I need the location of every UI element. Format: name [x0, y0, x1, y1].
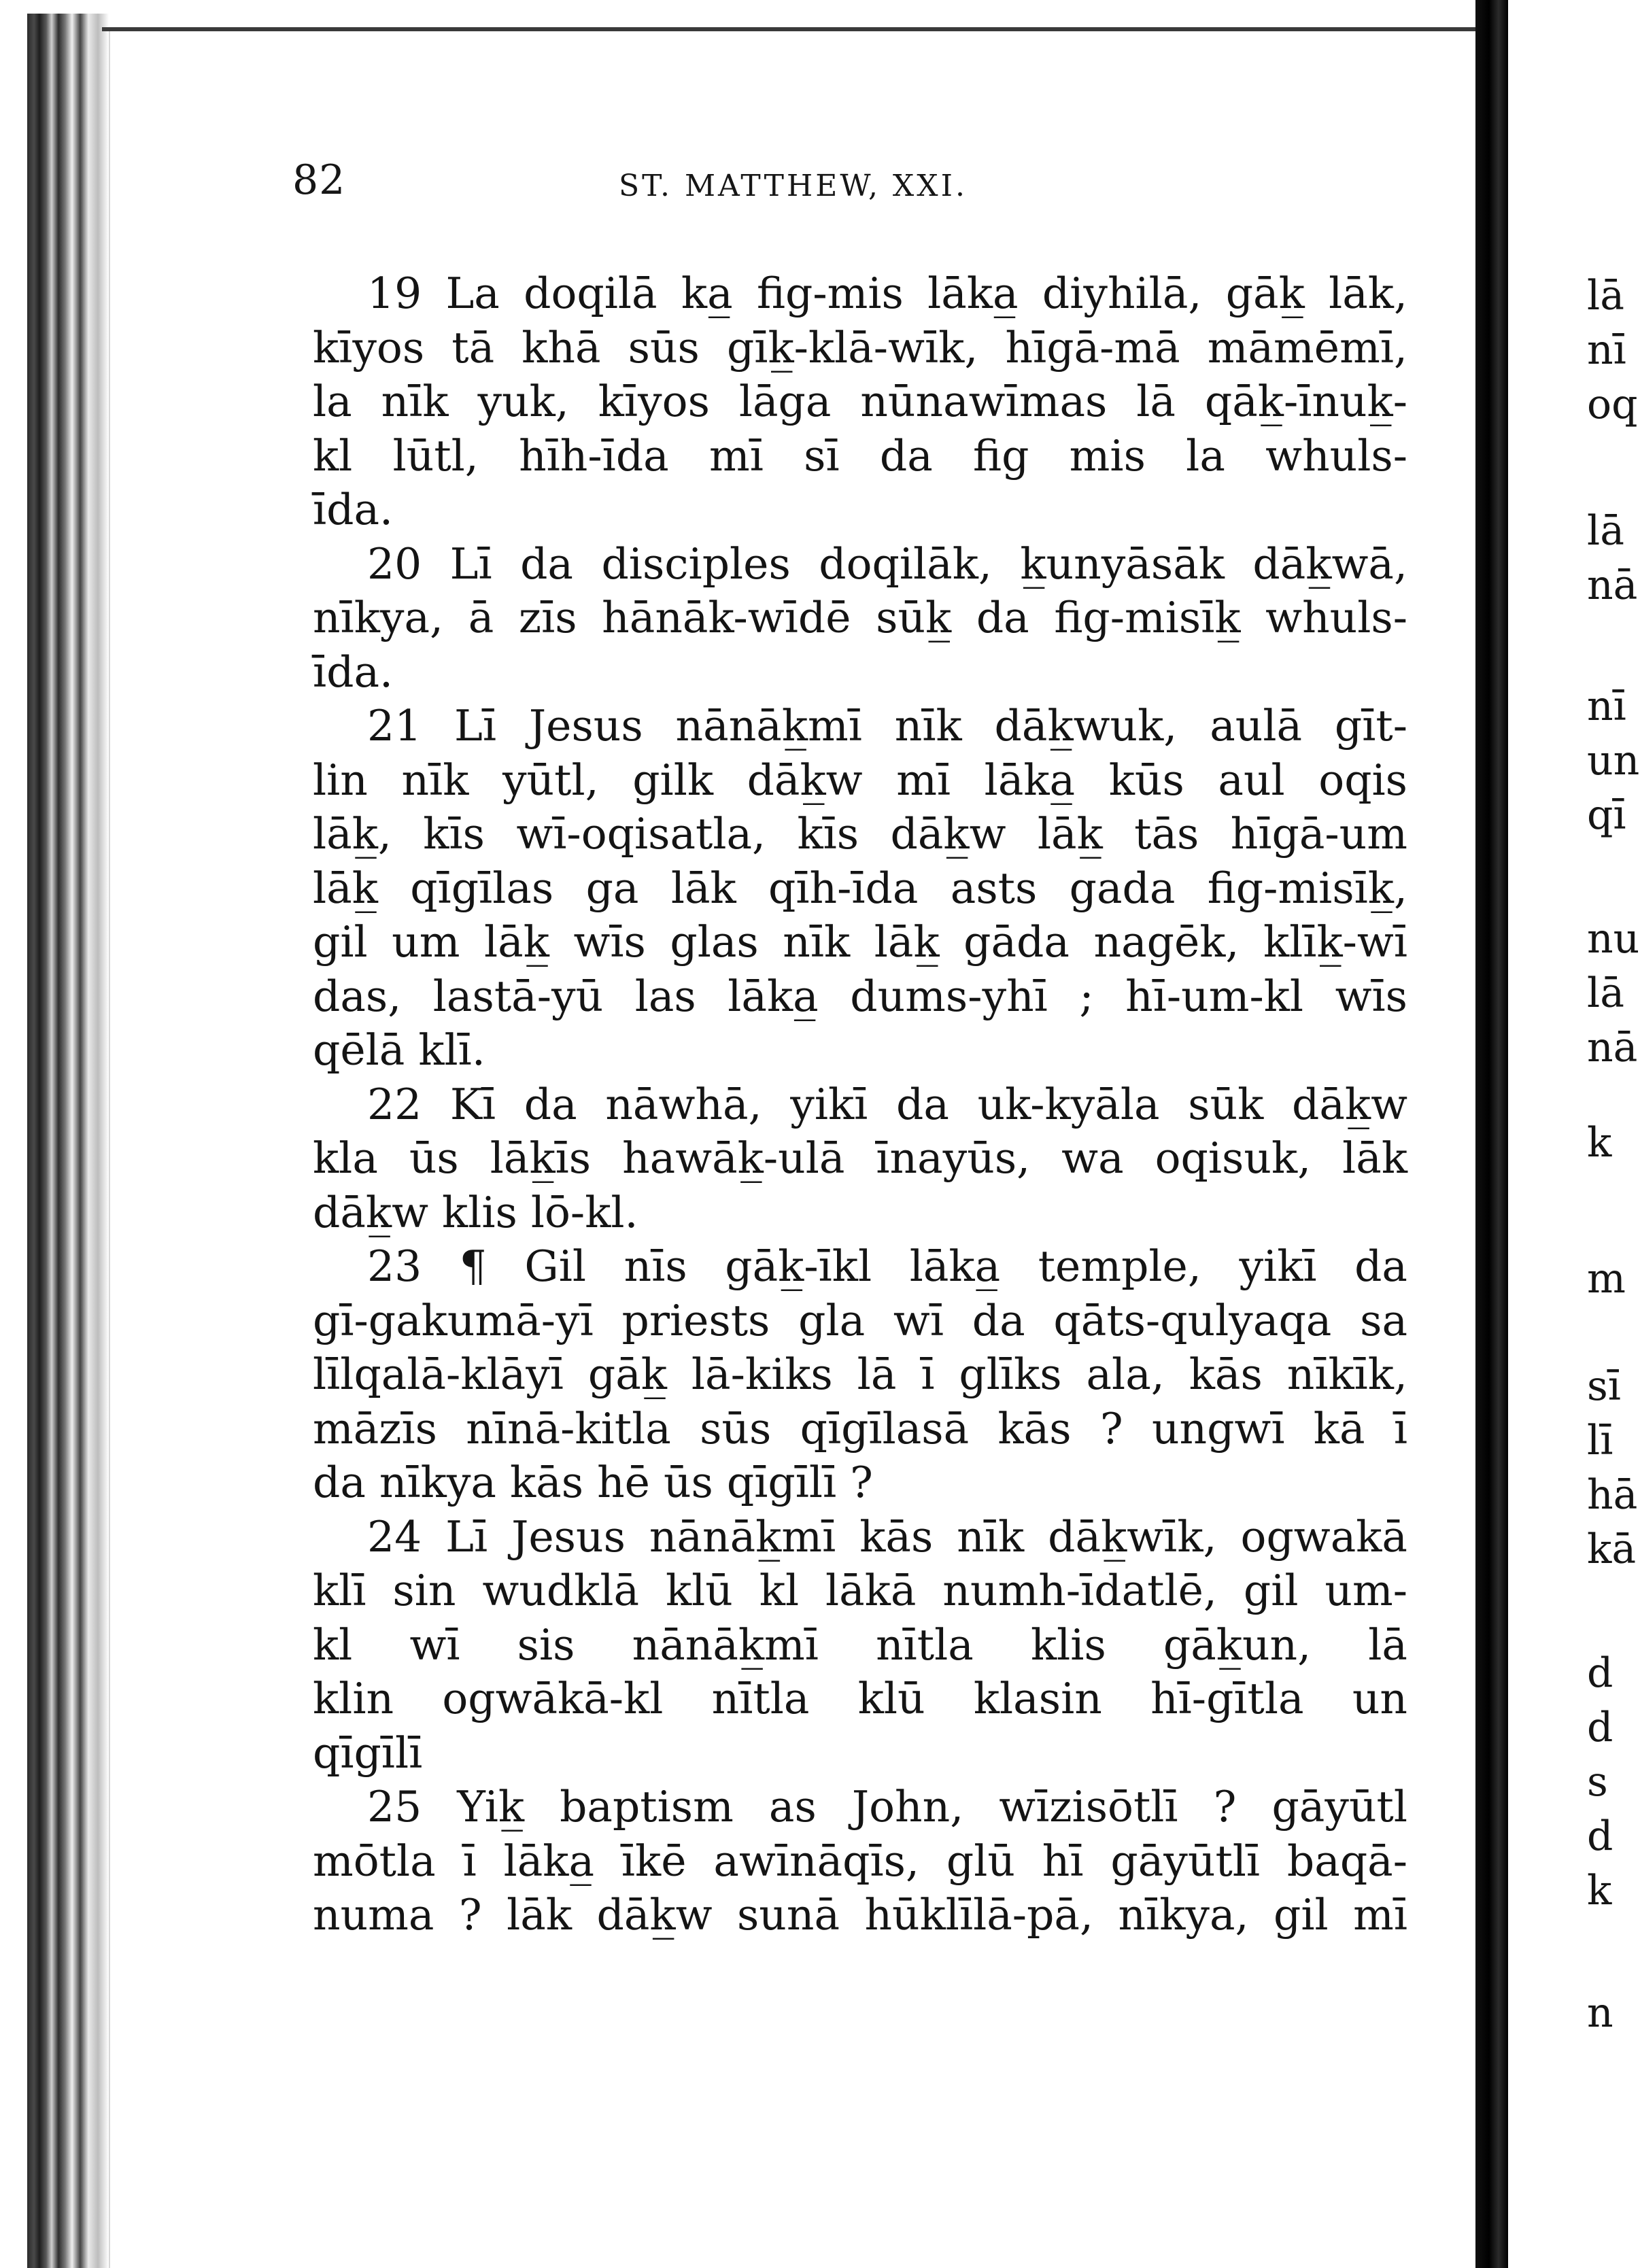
text-line: kla ūs lāk̲īs hawāk̲-ulā īnayūs, wa oqisuk, lāk — [313, 1133, 1407, 1183]
facing-page-fragment: lā — [1587, 272, 1624, 320]
facing-page-fragment: lā — [1587, 507, 1624, 555]
scan-border — [0, 0, 1640, 27]
running-title: ST. MATTHEW, XXI. — [619, 169, 968, 203]
text-line: la nīk yuk, kīyos lāga nūnawīmas lā qāk̲-īnuk̲- — [313, 377, 1407, 426]
text-line: 23 ¶ Gil nīs gāk̲-īkl lāka̲ temple, yikī da — [367, 1241, 1407, 1291]
text-line: klin ogwākā-kl nītla klū klasin hī-gītla un — [313, 1674, 1407, 1723]
facing-page-fragment: s — [1587, 1758, 1608, 1806]
text-line: māzīs nīnā-kitla sūs qīgīlasā kās ? ungwī kā ī — [313, 1403, 1407, 1454]
facing-page — [1508, 31, 1640, 2268]
text-line: īda. — [313, 647, 394, 697]
text-line: 22 Kī da nāwhā, yikī da uk-kyāla sūk dāk̲w — [367, 1079, 1407, 1129]
facing-page-fragment: oq — [1587, 381, 1638, 428]
text-line: numa ? lāk dāk̲w sunā hūklīlā-pā, nīkya, gil mī — [313, 1890, 1407, 1940]
text-line: īda. — [313, 485, 394, 534]
facing-page-fragment: m — [1587, 1255, 1626, 1303]
facing-page-fragment: sī — [1587, 1362, 1621, 1410]
text-line: lāk̲ qīgīlas ga lāk qīh-īda asts gada fig-misīk̲, — [313, 863, 1407, 913]
facing-page-fragment: lā — [1587, 969, 1624, 1017]
text-line: qīgīlī — [313, 1728, 423, 1778]
facing-page-fragment: lī — [1587, 1417, 1613, 1464]
text-line: lin nīk yūtl, gilk dāk̲w mī lāka̲ kūs aul oqis — [313, 755, 1407, 805]
text-line: qēlā klī. — [313, 1025, 485, 1075]
text-line: kl wī sis nānāk̲mī nītla klis gāk̲un, lā — [313, 1619, 1407, 1670]
page-header — [292, 156, 1407, 211]
facing-page-fragment: nī — [1587, 326, 1626, 374]
facing-page-fragment: nu — [1587, 915, 1640, 963]
facing-page-fragment: nā — [1587, 1024, 1638, 1071]
scripture-text — [313, 267, 1407, 1942]
facing-page-fragment: k — [1587, 1119, 1612, 1167]
facing-page-fragment: d — [1587, 1704, 1613, 1751]
text-line: das, lastā-yū las lāka̲ dums-yhī ; hī-um-kl wīs — [313, 971, 1407, 1021]
facing-page-fragment: nā — [1587, 562, 1638, 609]
text-line: gī-gakumā-yī priests gla wī da qāts-qulyaqa sa — [313, 1295, 1407, 1345]
text-line: klī sin wudklā klū kl lākā numh-īdatlē, gil um- — [313, 1566, 1407, 1615]
text-line: lāk̲, kīs wī-oqisatla, kīs dāk̲w lāk̲ tās hīgā-um — [313, 809, 1407, 859]
text-line: 21 Lī Jesus nānāk̲mī nīk dāk̲wuk, aulā gīt- — [367, 701, 1407, 751]
text-line: kl lūtl, hīh-īda mī sī da fig mis la whuls- — [313, 430, 1407, 481]
facing-page-fragment: n — [1587, 1989, 1613, 2037]
facing-page-fragment: hā — [1587, 1471, 1638, 1519]
text-line: nīkya, ā zīs hānāk-wīdē sūk̲ da fig-misīk̲ whuls- — [313, 593, 1407, 642]
page-number: 82 — [292, 156, 346, 204]
facing-page-fragment: qī — [1587, 791, 1626, 839]
text-line: dāk̲w klis lō-kl. — [313, 1187, 638, 1237]
facing-page-fragment: k — [1587, 1867, 1612, 1914]
text-line: 25 Yik̲ baptism as John, wīzisōtlī ? gāyūtl — [367, 1782, 1407, 1832]
text-line: 24 Lī Jesus nānāk̲mī kās nīk dāk̲wīk, ogwakā — [367, 1511, 1407, 1562]
facing-page-fragment: kā — [1587, 1526, 1637, 1573]
book-binding — [27, 14, 109, 2268]
text-line: da nīkya kās hē ūs qīgīlī ? — [313, 1458, 873, 1507]
facing-page-fragment: d — [1587, 1812, 1613, 1860]
facing-page-fragment: nī — [1587, 683, 1626, 730]
text-line: gil um lāk̲ wīs glas nīk lāk̲ gāda nagēk, klīk̲-wī — [313, 917, 1407, 967]
facing-page-fragment: un — [1587, 737, 1640, 785]
text-line: mōtla ī lāka̲ īkē awīnāqīs, glū hī gāyūtlī baqā- — [313, 1836, 1407, 1886]
facing-page-fragment: d — [1587, 1649, 1613, 1697]
text-line: kīyos tā khā sūs gīk̲-klā-wīk, hīgā-mā māmēmī, — [313, 322, 1407, 373]
text-line: 20 Lī da disciples doqilāk, k̲unyāsāk dāk̲wā, — [367, 538, 1407, 589]
text-line: 19 La doqilā ka̲ fig-mis lāka̲ diyhilā, gāk̲ lāk, — [367, 269, 1407, 318]
page-gutter — [1475, 0, 1508, 2268]
text-line: līlqalā-klāyī gāk̲ lā-kiks lā ī glīks ala, kās nīkīk, — [313, 1350, 1407, 1399]
